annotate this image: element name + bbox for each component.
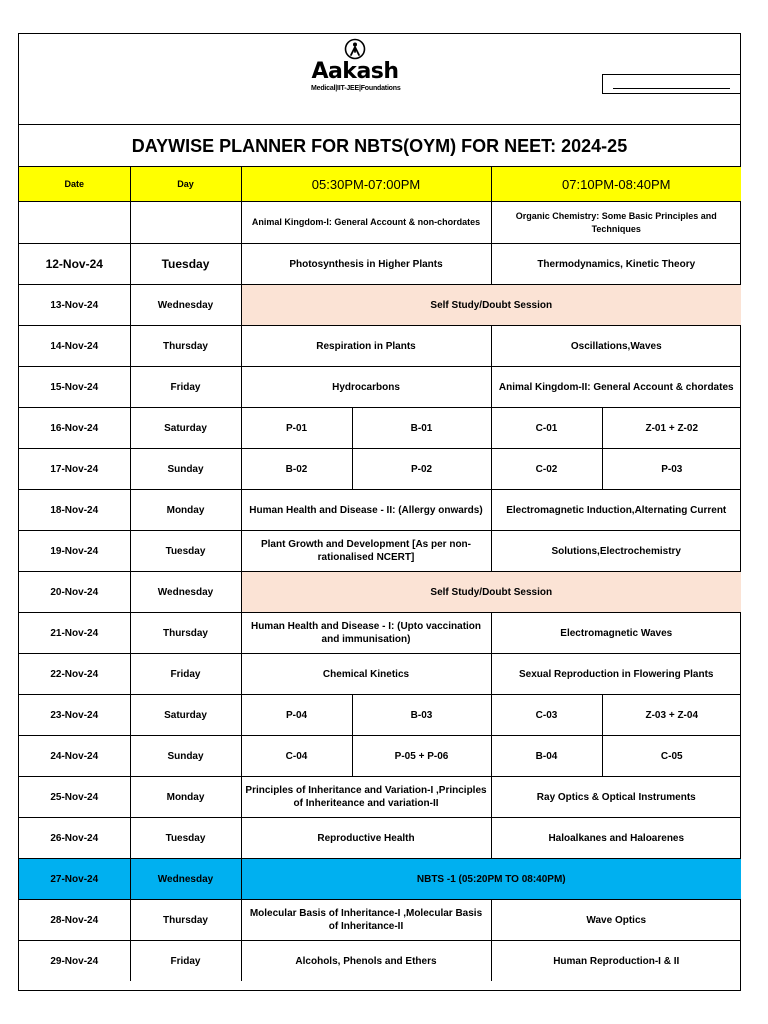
slot1-topic-cell: Animal Kingdom-I: General Account & non-chordates xyxy=(241,202,491,244)
table-row xyxy=(19,859,741,900)
header-day: Day xyxy=(130,167,241,202)
table-row xyxy=(19,613,741,654)
slot1-topic-cell: Molecular Basis of Inheritance-I ,Molecular Basis of Inheritance-II xyxy=(241,900,491,941)
day-cell: Monday xyxy=(130,777,241,818)
day-cell: Tuesday xyxy=(130,531,241,572)
day-cell: Thursday xyxy=(130,900,241,941)
test-code-cell: B-04 xyxy=(491,736,602,777)
test-code-cell: C-04 xyxy=(241,736,352,777)
date-cell: 18-Nov-24 xyxy=(19,490,130,531)
day-cell: Wednesday xyxy=(130,572,241,613)
slot1-topic-cell: Chemical Kinetics xyxy=(241,654,491,695)
day-cell: Sunday xyxy=(130,449,241,490)
date-cell: 19-Nov-24 xyxy=(19,531,130,572)
slot1-topic-cell: Alcohols, Phenols and Ethers xyxy=(241,941,491,982)
date-cell: 25-Nov-24 xyxy=(19,777,130,818)
test-code-cell: Z-03 + Z-04 xyxy=(602,695,741,736)
table-row xyxy=(19,202,741,244)
slot2-topic-cell: Human Reproduction-I & II xyxy=(491,941,741,982)
day-cell xyxy=(130,202,241,244)
table-row xyxy=(19,490,741,531)
slot2-topic-cell: Animal Kingdom-II: General Account & chordates xyxy=(491,367,741,408)
logo-tagline: Medical|IIT-JEE|Foundations xyxy=(311,85,401,92)
test-code-cell: C-02 xyxy=(491,449,602,490)
slot1-topic-cell: Principles of Inheritance and Variation-I ,Principles of Inheriteance and variation-II xyxy=(241,777,491,818)
table-header-row xyxy=(19,167,741,202)
header-slot1: 05:30PM-07:00PM xyxy=(241,167,491,202)
slot2-topic-cell: Electromagnetic Waves xyxy=(491,613,741,654)
day-cell: Wednesday xyxy=(130,859,241,900)
table-row xyxy=(19,408,741,449)
slot1-topic-cell: Plant Growth and Development [As per non-rationalised NCERT] xyxy=(241,531,491,572)
header-date: Date xyxy=(19,167,130,202)
slot2-topic-cell: Wave Optics xyxy=(491,900,741,941)
slot1-topic-cell: Respiration in Plants xyxy=(241,326,491,367)
slot1-topic-cell: Photosynthesis in Higher Plants xyxy=(241,244,491,285)
day-cell: Thursday xyxy=(130,613,241,654)
test-code-cell: P-04 xyxy=(241,695,352,736)
table-row xyxy=(19,736,741,777)
table-row xyxy=(19,531,741,572)
day-cell: Friday xyxy=(130,367,241,408)
table-row xyxy=(19,326,741,367)
slot1-topic-cell: Hydrocarbons xyxy=(241,367,491,408)
test-code-cell: C-01 xyxy=(491,408,602,449)
day-cell: Saturday xyxy=(130,408,241,449)
table-row xyxy=(19,449,741,490)
date-cell: 21-Nov-24 xyxy=(19,613,130,654)
day-cell: Saturday xyxy=(130,695,241,736)
date-cell: 29-Nov-24 xyxy=(19,941,130,982)
aakash-figure-icon xyxy=(344,38,366,60)
table-row xyxy=(19,285,741,326)
day-cell: Friday xyxy=(130,941,241,982)
date-cell: 17-Nov-24 xyxy=(19,449,130,490)
test-code-cell: P-03 xyxy=(602,449,741,490)
aakash-logo xyxy=(311,36,399,100)
table-row xyxy=(19,244,741,285)
planner-page xyxy=(18,33,741,991)
slot2-topic-cell: Ray Optics & Optical Instruments xyxy=(491,777,741,818)
day-cell: Thursday xyxy=(130,326,241,367)
date-cell: 23-Nov-24 xyxy=(19,695,130,736)
slot2-topic-cell: Sexual Reproduction in Flowering Plants xyxy=(491,654,741,695)
table-row xyxy=(19,941,741,982)
page-title: DAYWISE PLANNER FOR NBTS(OYM) FOR NEET: 2024-25 xyxy=(19,125,740,167)
table-row xyxy=(19,572,741,613)
date-cell: 14-Nov-24 xyxy=(19,326,130,367)
corner-box xyxy=(602,74,741,94)
date-cell: 27-Nov-24 xyxy=(19,859,130,900)
day-cell: Sunday xyxy=(130,736,241,777)
planner-table xyxy=(19,167,741,981)
date-cell xyxy=(19,202,130,244)
date-cell: 15-Nov-24 xyxy=(19,367,130,408)
slot1-topic-cell: Human Health and Disease - I: (Upto vaccination and immunisation) xyxy=(241,613,491,654)
day-cell: Friday xyxy=(130,654,241,695)
date-cell: 28-Nov-24 xyxy=(19,900,130,941)
corner-underline xyxy=(613,88,730,89)
test-code-cell: B-01 xyxy=(352,408,491,449)
date-cell: 12-Nov-24 xyxy=(19,244,130,285)
table-row xyxy=(19,900,741,941)
slot2-topic-cell: Haloalkanes and Haloarenes xyxy=(491,818,741,859)
test-code-cell: B-02 xyxy=(241,449,352,490)
header-slot2: 07:10PM-08:40PM xyxy=(491,167,741,202)
self-study-cell: Self Study/Doubt Session xyxy=(241,285,741,326)
page-header xyxy=(19,34,740,125)
test-code-cell: P-01 xyxy=(241,408,352,449)
slot1-topic-cell: Human Health and Disease - II: (Allergy onwards) xyxy=(241,490,491,531)
day-cell: Wednesday xyxy=(130,285,241,326)
date-cell: 24-Nov-24 xyxy=(19,736,130,777)
date-cell: 22-Nov-24 xyxy=(19,654,130,695)
test-code-cell: P-05 + P-06 xyxy=(352,736,491,777)
test-code-cell: Z-01 + Z-02 xyxy=(602,408,741,449)
test-code-cell: P-02 xyxy=(352,449,491,490)
day-cell: Tuesday xyxy=(130,244,241,285)
slot2-topic-cell: Oscillations,Waves xyxy=(491,326,741,367)
table-row xyxy=(19,777,741,818)
test-code-cell: B-03 xyxy=(352,695,491,736)
table-row xyxy=(19,818,741,859)
date-cell: 26-Nov-24 xyxy=(19,818,130,859)
slot2-topic-cell: Organic Chemistry: Some Basic Principles and Techniques xyxy=(491,202,741,244)
test-code-cell: C-05 xyxy=(602,736,741,777)
day-cell: Tuesday xyxy=(130,818,241,859)
slot1-topic-cell: Reproductive Health xyxy=(241,818,491,859)
logo-brand: Aakash xyxy=(311,59,399,84)
date-cell: 13-Nov-24 xyxy=(19,285,130,326)
date-cell: 16-Nov-24 xyxy=(19,408,130,449)
self-study-cell: Self Study/Doubt Session xyxy=(241,572,741,613)
table-row xyxy=(19,695,741,736)
table-row xyxy=(19,654,741,695)
slot2-topic-cell: Electromagnetic Induction,Alternating Current xyxy=(491,490,741,531)
slot2-topic-cell: Thermodynamics, Kinetic Theory xyxy=(491,244,741,285)
date-cell: 20-Nov-24 xyxy=(19,572,130,613)
table-row xyxy=(19,367,741,408)
day-cell: Monday xyxy=(130,490,241,531)
test-code-cell: C-03 xyxy=(491,695,602,736)
test-session-cell: NBTS -1 (05:20PM TO 08:40PM) xyxy=(241,859,741,900)
slot2-topic-cell: Solutions,Electrochemistry xyxy=(491,531,741,572)
